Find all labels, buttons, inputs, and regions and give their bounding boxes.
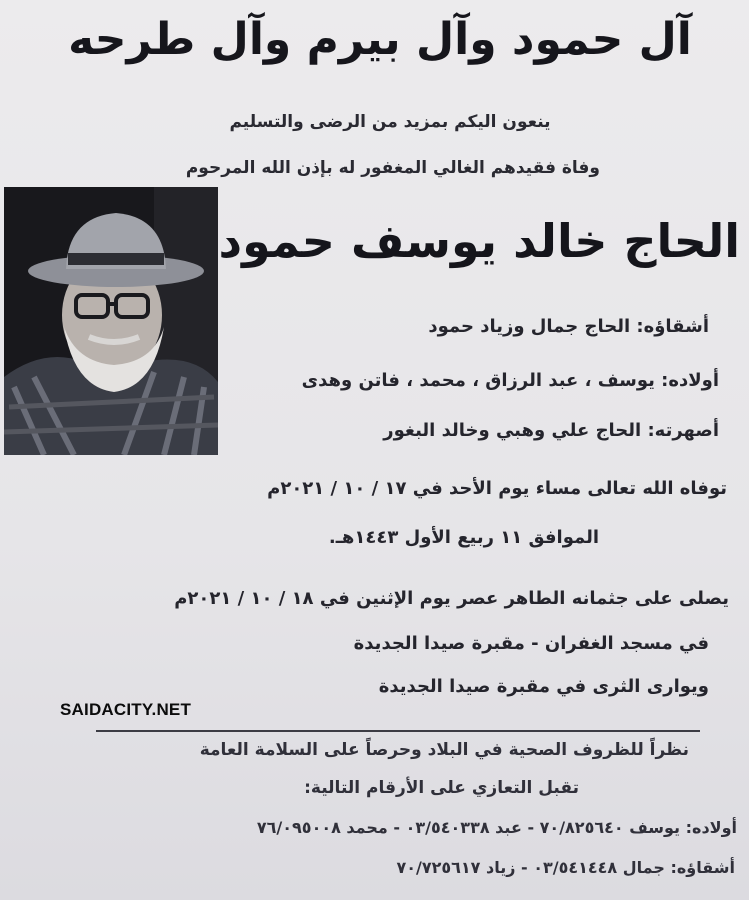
deceased-name: الحاج خالد يوسف حمود (218, 214, 740, 268)
death-date-line: توفاه الله تعالى مساء يوم الأحد في ١٧ / ١٠ / ٢٠٢١م (267, 478, 727, 499)
relatives-children: أولاده: يوسف ، عبد الرزاق ، محمد ، فاتن وهدى (301, 370, 719, 391)
brothers-phone-numbers: أشقاؤه: جمال ٠٣/٥٤١٤٤٨ - زياد ٧٠/٧٢٥٦١٧ (396, 858, 735, 877)
hijri-date-line: الموافق ١١ ربيع الأول ١٤٤٣هـ. (328, 527, 599, 548)
funeral-location-line: في مسجد الغفران - مقبرة صيدا الجديدة (353, 633, 709, 654)
site-watermark: SAIDACITY.NET (60, 700, 192, 719)
intro-line-1: ينعون اليكم بمزيد من الرضى والتسليم (229, 112, 551, 132)
funeral-prayer-line: يصلى على جثمانه الطاهر عصر يوم الإثنين في ١٨ / ١٠ / ٢٠٢١م (174, 588, 729, 609)
burial-line: ويوارى الثرى في مقبرة صيدا الجديدة (378, 676, 709, 697)
children-phone-numbers: أولاده: يوسف ٧٠/٨٢٥٦٤٠ - عبد ٠٣/٥٤٠٣٣٨ - محمد ٧٦/٠٩٥٠٠٨ (256, 818, 737, 837)
relatives-brothers: أشقاؤه: الحاج جمال وزياد حمود (428, 316, 709, 337)
deceased-portrait (4, 187, 218, 455)
relatives-in-laws: أصهرته: الحاج علي وهبي وخالد البغور (383, 420, 719, 441)
intro-line-2: وفاة فقيدهم الغالي المغفور له بإذن الله المرحوم (185, 158, 600, 178)
families-title: آل حمود وآل بيرم وآل طرحه (68, 14, 692, 65)
condolence-notice-line: تقبل التعازي على الأرقام التالية: (304, 778, 579, 798)
section-divider (96, 730, 700, 732)
health-notice-line: نظراً للظروف الصحية في البلاد وحرصاً على السلامة العامة (199, 740, 689, 760)
